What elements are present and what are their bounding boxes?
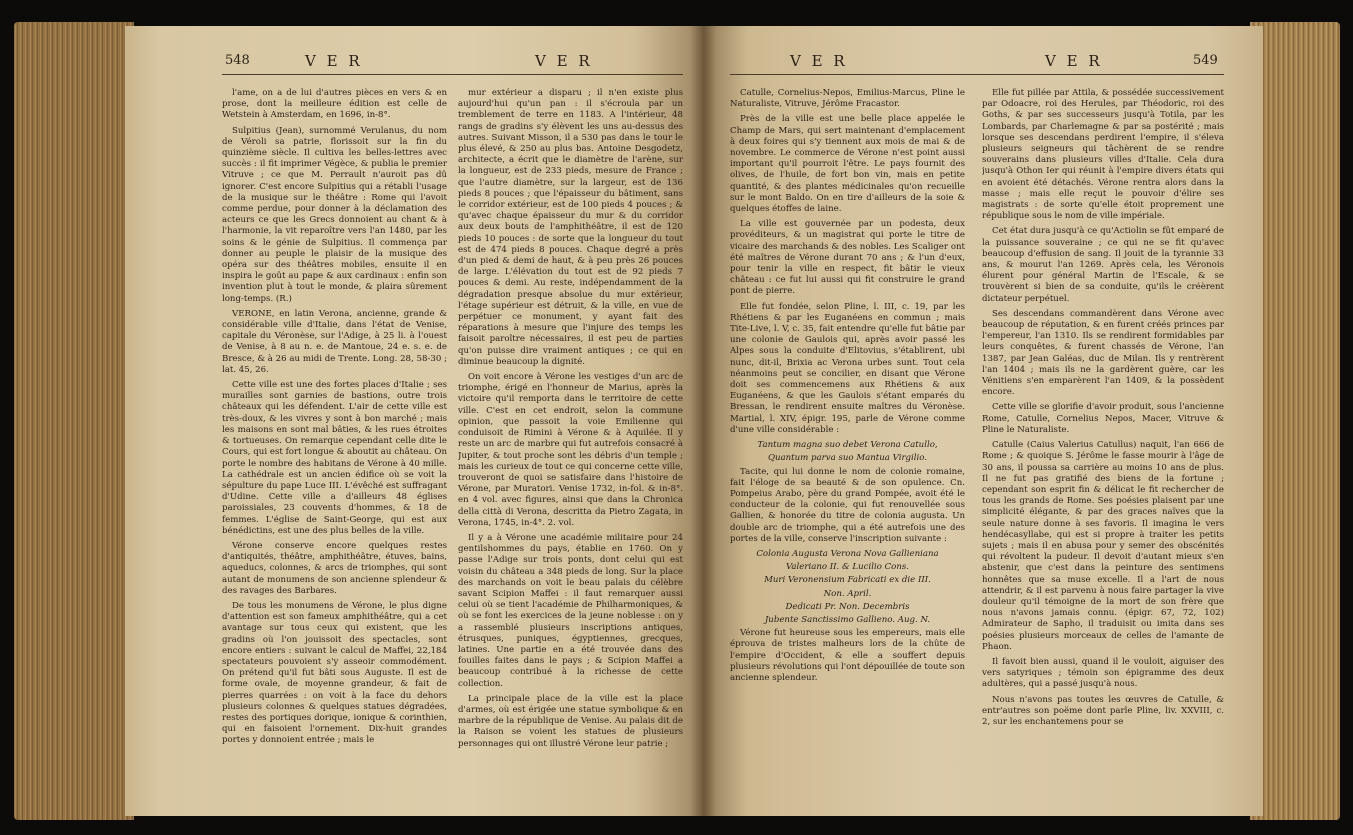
right-page-column-2 — [982, 88, 1224, 808]
paragraph: Cette ville se glorifie d'avoir produit, sous l'ancienne Rome, Catulle, Cornelius Nepos, Macer, Vitruve & Pline le Naturaliste. — [982, 402, 1224, 435]
left-page-column-1 — [222, 88, 447, 808]
left-page-edges — [14, 22, 134, 820]
left-page-column-2 — [458, 88, 683, 808]
inscription-line: Colonia Augusta Verona Nova Gallieniana — [756, 548, 939, 559]
right-page-edges — [1250, 22, 1340, 820]
paragraph: La principale place de la ville est la place d'armes, où est érigée une statue symbolique & en marbre de la république de Venise. Au palais dit de la Raison se voient les statues de plusieurs personnages qui ont illustré Vérone leur patrie ; — [458, 693, 683, 749]
paragraph: Cette ville est une des fortes places d'Italie ; ses murailles sont garnies de bastions, outre trois châteaux qui les défendent. L'air de cette ville est très-doux, & les vivres y sont à bon marché ; mais les maisons en sont mal bâties, & les rues étroites & tortueuses. On remarque cependant celle dite le Cours, qui est fort longue & aboutit au château. On porte le nombre des habitans de Vérone à 40 mille. La cathédrale est un ancien édifice où se voit la sépulture du pape Luce III. L'évêché est suffragant d'Udine. Cette ville a d'ailleurs 48 églises paroissiales, 23 couvents d'hommes, & 18 de femmes. L'église de Saint-George, qui est aux bénédictins, est une des plus belles de la ville. — [222, 380, 447, 536]
left-header-rule — [222, 74, 683, 75]
inscription-line: Dedicati Pr. Non. Decembris — [785, 601, 910, 612]
paragraph: Il y a à Vérone une académie militaire pour 24 gentilshommes du pays, établie en 1760. On y passe l'Adige sur trois ponts, dont celui qui est voisin du château a 348 pieds de long. Sur la place des marchands on voit le beau palais du célèbre savant Scipion Maffei : il faut remarquer aussi celui où se tient l'académie de Philharmoniques, & où se font les exercices de la jeune noblesse : on y a rassemblé plusieurs inscriptions antiques, étrusques, puniques, égyptiennes, grecques, latines. Une partie en a été trouvée dans des fouilles faites dans le pays ; & Scipion Maffei a beaucoup contribué à la richesse de cette collection. — [458, 532, 683, 689]
paragraph: Vérone fut heureuse sous les empereurs, mais elle éprouva de tristes malheurs lors de la chûte de l'empire d'Occident, & elle a souffert depuis plusieurs révolutions qui l'ont dépouillée de toute son ancienne splendeur. — [730, 628, 965, 683]
paragraph: Catulle (Caius Valerius Catullus) naquit, l'an 666 de Rome ; & quoique S. Jérôme le fasse mourir à l'âge de 30 ans, il poussa sa carrière au moins 10 ans de plus. Il ne fut pas gratifié des biens de la fortune ; cependant son esprit fin & délicat le fit rechercher de tous les grands de Rome. Ses poésies plaisent par une simplicité élégante, & par des graces naïves que la seule nature donne à ses favoris. Il imagina le vers hendécasyllabe, qui est si propre à traiter les petits sujets ; mais il en abusa pour y semer des obscénités qui révoltent la pudeur. Il devoit d'autant mieux s'en abstenir, que c'est dans la peinture des sentimens honnêtes que sa muse excelle. Il a l'art de nous attendrir, & il est parvenu à nous faire partager la vive douleur qu'il témoigne de la mort de son frère que nous n'avons jamais connu. (épigr. 67, 72, 102) Admirateur de Sapho, il traduisit ou imita dans ses poésies plusieurs morceaux de celles de l'amante de Phaon. — [982, 440, 1224, 652]
paragraph: Tacite, qui lui donne le nom de colonie romaine, fait l'éloge de sa beauté & de son opulence. Cn. Pompeius Arabo, père du grand Pompée, avoit été le conducteur de la colonie, qui fut renouvellée sous Gallien, & honorée du titre de colonia augusta. Un double arc de triomphe, qui a été autrefois une des portes de la ville, conserve l'inscription suivante : — [730, 466, 965, 544]
paragraph: Elle fut fondée, selon Pline, l. III, c. 19, par les Rhétiens & par les Euganéens en commun ; mais Tite-Live, l. V, c. 35, fait entendre qu'elle fut bâtie par une colonie de Gaulois qui, après avoir passé les Alpes sous la conduite d'Elitovius, s'établirent, ubi nunc, dit-il, Brixia ac Verona urbes sunt. Tout cela néanmoins peut se concilier, en disant que Vérone doit ses commencemens aux Rhétiens & aux Euganéens, & que les Gaulois s'étant emparés du Bressan, le rendirent ensuite maîtres du Véronèse. Martial, l. XIV, épigr. 195, parle de Vérone comme d'une ville considérable : — [730, 301, 965, 435]
right-running-head-1: V E R — [790, 52, 848, 70]
left-page-number: 548 — [225, 53, 250, 68]
inscription-line: Jubente Sanctissimo Gallieno. Aug. N. — [764, 614, 931, 625]
verse-line: Quantum parva suo Mantua Virgilio. — [767, 453, 928, 464]
right-page-number: 549 — [1193, 53, 1218, 68]
paragraph: Ses descendans commandèrent dans Vérone avec beaucoup de réputation, & en furent créés princes par l'empereur, l'an 1310. Ils se rendirent formidables par leurs conquêtes, & furent chassés de Vérone, l'an 1387, par Jean Galéas, duc de Milan. Ils y rentrèrent l'an 1404 ; mais ils ne la gardèrent guère, car les Vénitiens s'en emparèrent l'an 1409, & la possèdent encore. — [982, 308, 1224, 398]
paragraph: La ville est gouvernée par un podesta, deux provéditeurs, & un magistrat qui porte le titre de vicaire des marchands & des nobles. Les Scaliger ont été maîtres de Vérone durant 70 ans ; & l'un d'eux, pour tenir la ville en respect, fit bâtir le vieux château : ce fut lui aussi qui fit construire le grand pont de pierre. — [730, 219, 965, 297]
paragraph: Cet état dura jusqu'à ce qu'Actiolin se fût emparé de la puissance souveraine ; ce qui ne se fit qu'avec beaucoup d'effusion de sang. Il jouit de la tyrannie 33 ans, & mourut l'an 1269. Après cela, les Véronois élurent pour général Martin de l'Escale, & se trouvèrent si bien de sa conduite, qu'ils le créèrent dictateur perpétuel. — [982, 226, 1224, 304]
inscription-line: Valeriano II. & Lucilio Cons. — [785, 562, 910, 573]
right-running-head-2: V E R — [1045, 52, 1103, 70]
inscription-line: Muri Veronensium Fabricati ex die III. — [764, 575, 931, 586]
verse-line: Tantum magna suo debet Verona Catullo, — [757, 440, 938, 451]
paragraph: mur extérieur a disparu ; il n'en existe plus aujourd'hui qu'un pan : il s'écroula par un tremblement de terre en 1183. A l'intérieur, 48 rangs de gradins s'y élèvent les uns au-dessus des autres. Suivant Misson, il a 530 pas dans le tour le plus élevé, & 250 au plus bas. Antoine Desgodetz, architecte, a écrit que le diamètre de l'arène, sur la longueur, est de 233 pieds, mesure de France ; que l'autre diamètre, sur la largeur, est de 136 pieds 8 pouces ; que l'épaisseur du bâtiment, sans le corridor extérieur, est de 100 pieds 4 pouces ; & qu'avec chaque épaisseur du mur & du corridor aux deux bouts de l'amphithéâtre, il est de 120 pieds 10 pouces : de sorte que la longueur du tout est de 474 pieds 8 pouces. Chaque degré a près d'un pied & demi de haut, & à peu près 26 pouces de large. L'élévation du tout est de 92 pieds 7 pouces & demi. Au reste, indépendamment de la dégradation presque absolue du mur extérieur, l'étage supérieur est détruit, & la ville, en vue de perpétuer ce monument, y ayant fait des réparations à mesure que l'injure des temps les faisoit paroître nécessaires, il est peu de parties qu'on puisse dire vraiment antiques ; ce qui en diminue beaucoup la dignité. — [458, 88, 683, 367]
paragraph: De tous les monumens de Vérone, le plus digne d'attention est son fameux amphithéâtre, qui a cet avantage sur tous ceux qui existent, que les gradins où l'on jouissoit des spectacles, sont encore entiers : suivant le calcul de Maffei, 22,184 spectateurs pouvoient s'y asseoir commodément. On prétend qu'il fut bâti sous Auguste. Il est de forme ovale, de moyenne grandeur, & fait de pierres quarrées : on voit à la face du dehors plusieurs colonnes & quelques statues dégradées, restes des portiques dorique, ionique & corinthien, qui en faisoient l'ornement. Dix-huit grandes portes y donnoient entrée ; mais le — [222, 600, 447, 746]
paragraph: Près de la ville est une belle place appelée le Champ de Mars, qui sert maintenant d'emplacement à deux foires qui s'y tiennent aux mois de mai & de novembre. Le commerce de Vérone n'est point aussi important qu'il pourroit l'être. Le pays fournit des olives, de l'huile, de fort bon vin, mais en petite quantité, & des plantes médicinales qu'on recueille sur le mont Baldo. On en tire d'ailleurs de la soie & quelques étoffes de laine. — [730, 114, 965, 215]
right-page-column-1 — [730, 88, 965, 808]
inscription-line: Non. April. — [823, 588, 872, 599]
right-header-rule — [730, 74, 1224, 75]
paragraph: Sulpitius (Jean), surnommé Verulanus, du nom de Véroli sa patrie, florissoit sur la fin du quinzième siècle. Il cultiva les belles-lettres avec succès : il fit imprimer Végèce, & publia le premier Vitruve ; ce que M. Perrault n'auroit pas dû ignorer. C'est encore Sulpitius qui a rétabli l'usage de la musique sur le théâtre : Rome qui l'avoit comme perdue, pour donner à la déclamation des acteurs ce que les Grecs donnoient au chant & à l'harmonie, la vit reparoître vers l'an 1480, par les soins & le génie de Sulpitius. Il commença par donner au peuple le plaisir de la musique des opéra sur des théâtres mobiles, ensuite il en inspira le goût au pape & aux cardinaux : enfin son invention plut à tout le monde, & plaira sûrement long-temps. (R.) — [222, 125, 447, 304]
left-running-head-1: V E R — [305, 52, 363, 70]
paragraph: Il favoit bien aussi, quand il le vouloit, aiguiser des vers satyriques ; témoin son épigramme des deux adultères, qui a passé jusqu'à nous. — [982, 656, 1224, 690]
left-running-head-2: V E R — [535, 52, 593, 70]
paragraph: Nous n'avons pas toutes les œuvres de Catulle, & entr'autres son poëme dont parle Pline, liv. XXVIII, c. 2, sur les enchantemens pour se — [982, 694, 1224, 727]
paragraph: On voit encore à Vérone les vestiges d'un arc de triomphe, érigé en l'honneur de Marius, après la victoire qu'il remporta dans le territoire de cette ville. C'est en cet endroit, selon la commune opinion, que passoit la voie Emilienne qui conduisoit de Rimini à Vérone & à Aquilée. Il y reste un arc de marbre qui fut autrefois consacré à Jupiter, & tout proche sont les débris d'un temple ; mais les curieux de tout ce qui concerne cette ville, trouveront de quoi se satisfaire dans l'histoire de Vérone, par Muratori. Venise 1732, in-fol. & in-8°. en 4 vol. avec figures, ainsi que dans la Chronica della città di Verona, descritta da Pietro Zagata, in Verona, 1745, in-4°. 2. vol. — [458, 372, 683, 528]
book-gutter — [690, 26, 716, 816]
paragraph: Elle fut pillée par Attila, & possédée successivement par Odoacre, roi des Herules, par Théodoric, roi des Goths, & par ses successeurs jusqu'à Totila, par les Lombards, par Charlemagne & par sa postérité ; mais lorsque ses descendans perdirent l'empire, il s'éleva plusieurs seigneurs qui tâchèrent de se rendre souverains dans plusieurs villes d'Italie. Cela dura jusqu'à Othon Ier qui réunit à l'empire divers états qui en avoient été détachés. Vérone rentra alors dans la masse ; mais elle reçut le pouvoir d'élire ses magistrats : de sorte qu'elle étoit proprement une république sous le nom de ville impériale. — [982, 88, 1224, 222]
paragraph: Catulle, Cornelius-Nepos, Emilius-Marcus, Pline le Naturaliste, Vitruve, Jérôme Fracastor. — [730, 88, 965, 110]
paragraph: VERONE, en latin Verona, ancienne, grande & considérable ville d'Italie, dans l'état de Venise, capitale du Véronèse, sur l'Adige, à 25 li. à l'ouest de Venise, à 8 au n. e. de Mantoue, 24 e. s. e. de Bresce, & à 26 au midi de Trente. Long. 28, 58-30 ; lat. 45, 26. — [222, 308, 447, 375]
paragraph: l'ame, on a de lui d'autres pièces en vers & en prose, dont la meilleure édition est celle de Wetstein à Amsterdam, en 1696, in-8°. — [222, 88, 447, 121]
paragraph: Vérone conserve encore quelques restes d'antiquités, théâtre, amphithéâtre, étuves, bains, aqueducs, colonnes, & arcs de triomphes, qui sont autant de monumens de son ancienne splendeur & des ravages des Barbares. — [222, 540, 447, 596]
